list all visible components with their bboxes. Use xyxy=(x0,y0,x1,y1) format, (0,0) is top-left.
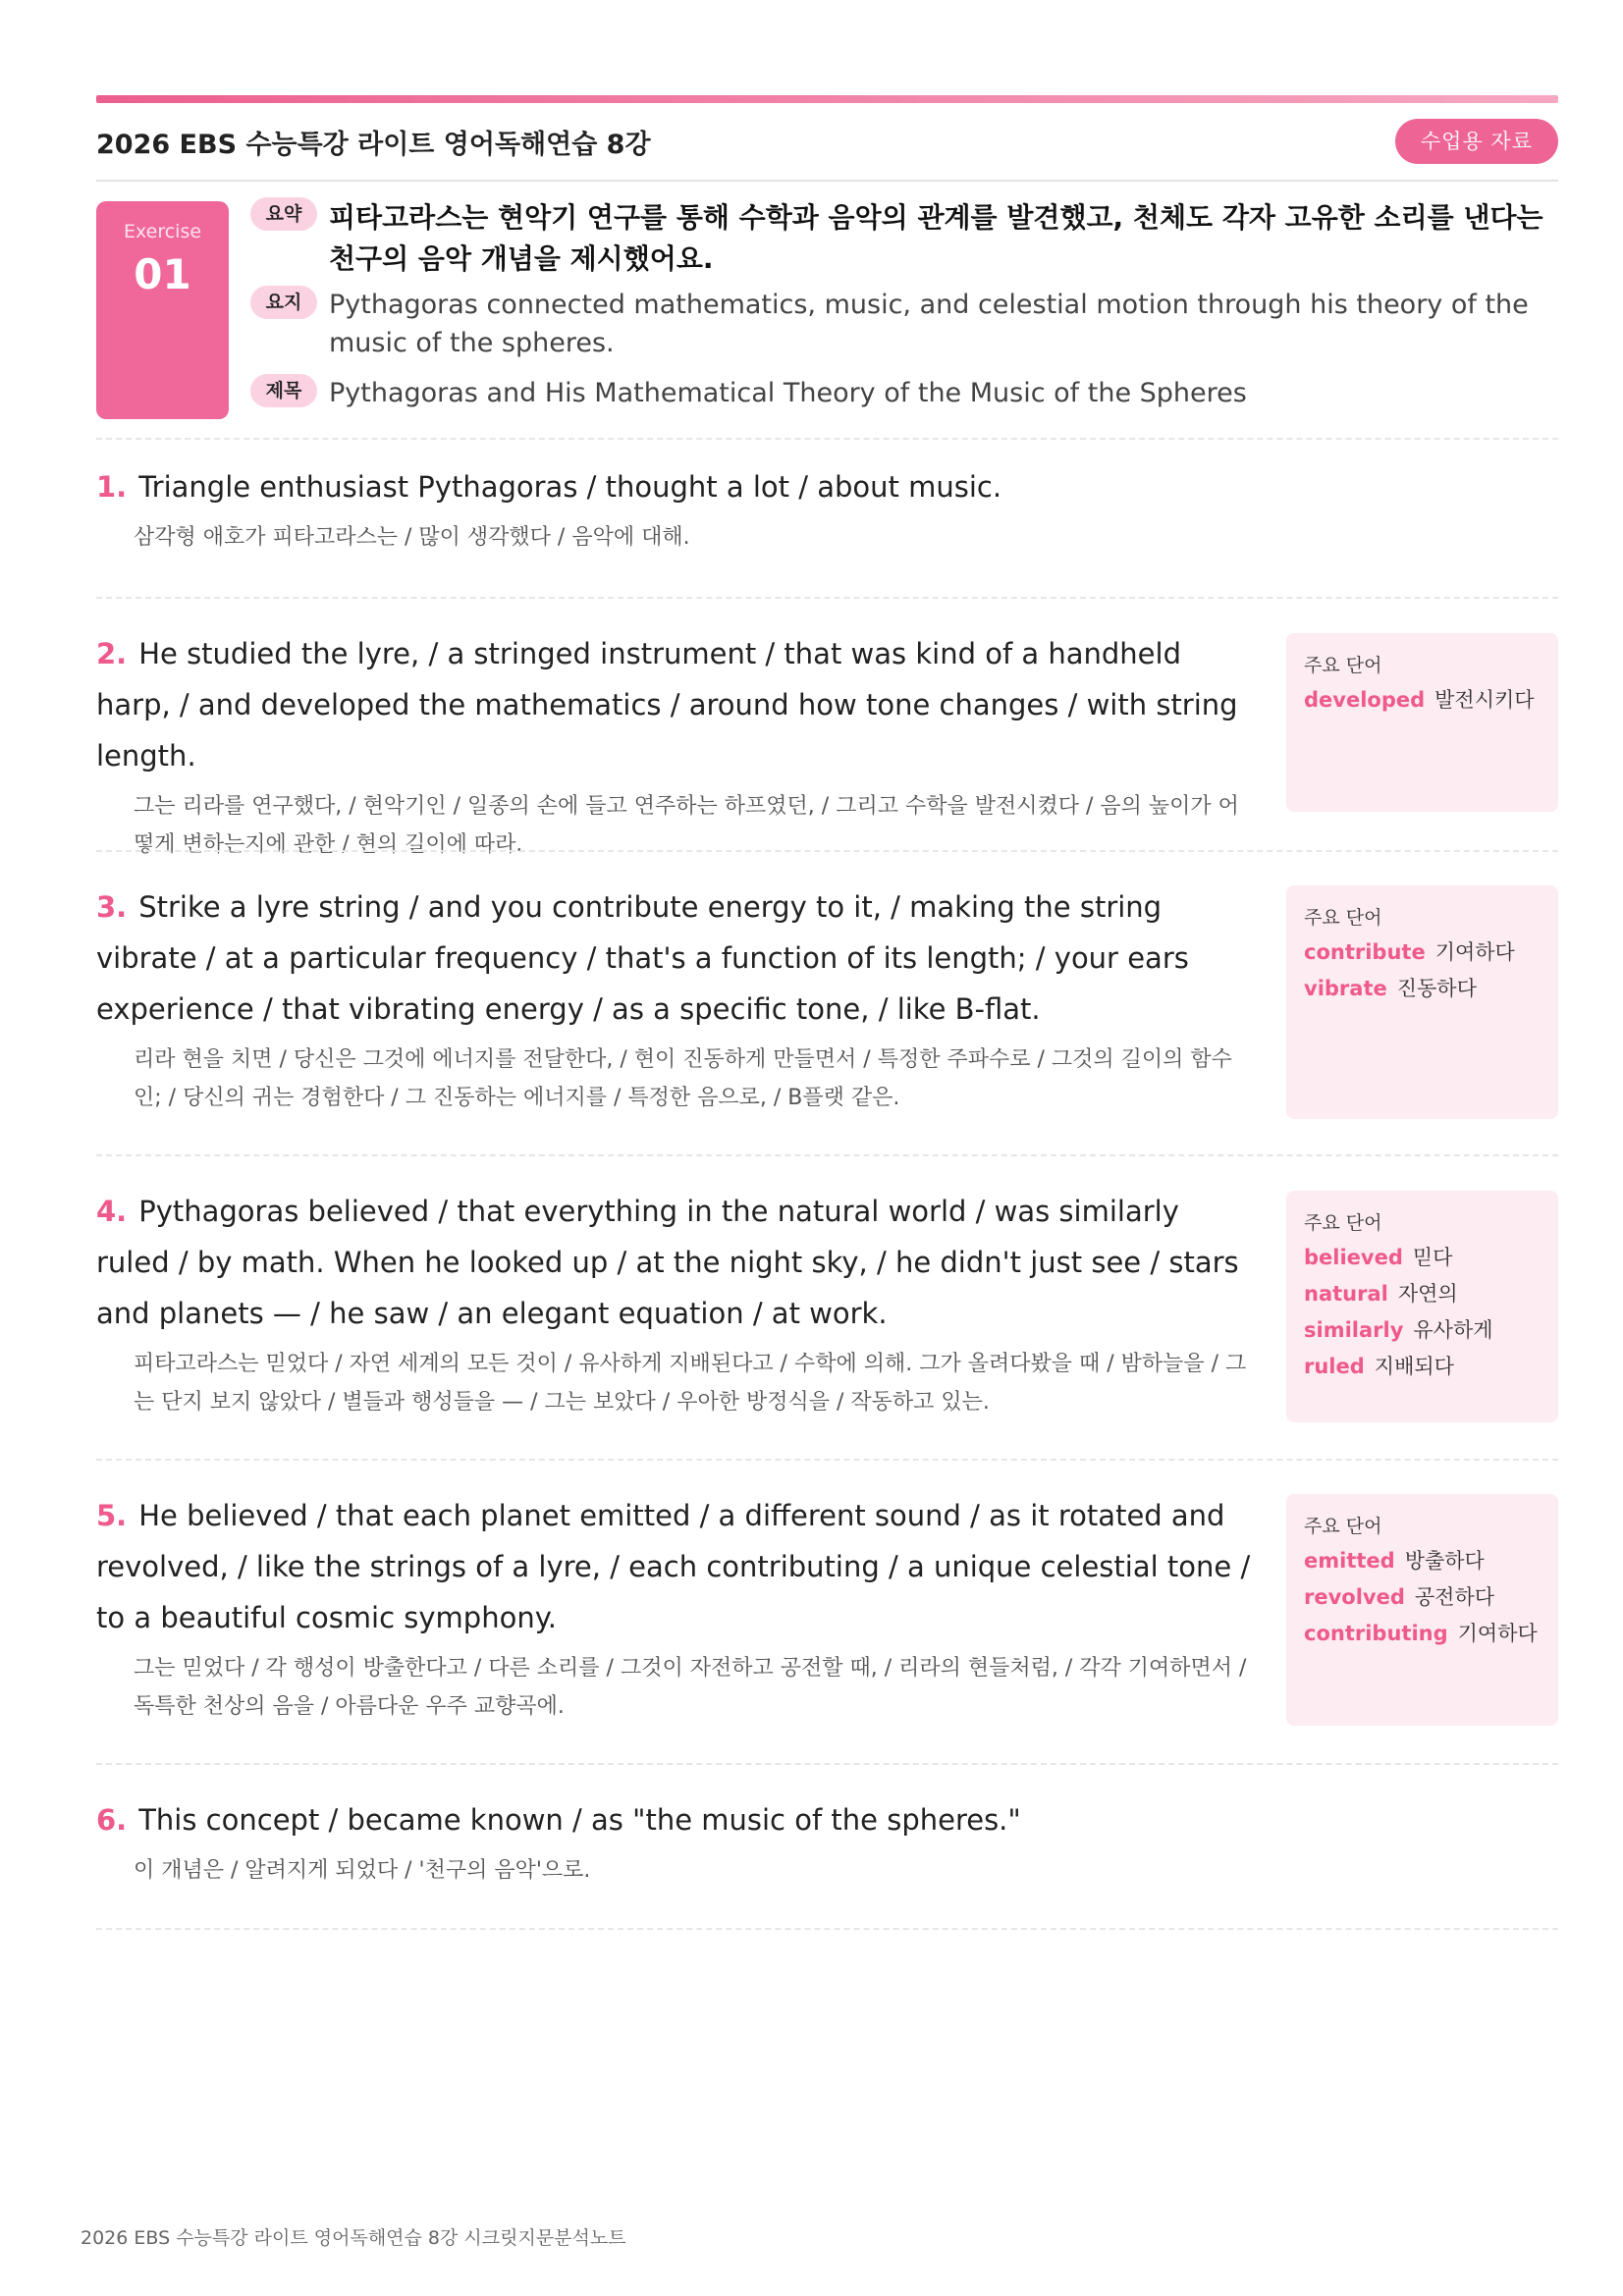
sentence-korean: 그는 리라를 연구했다, / 현악기인 / 일종의 손에 들고 연주하는 하프였던, / 그리고 수학을 발전시켰다 / 음의 높이가 어떻게 변하는지에 관한 / 현의 길이에 따라. xyxy=(134,794,1239,857)
vocab-item xyxy=(1304,975,1558,1002)
yoyak-tag: 요약 xyxy=(250,197,317,231)
vocab-meaning: 기여하다 xyxy=(1457,1622,1538,1645)
vocab-meaning: 발전시키다 xyxy=(1434,688,1535,712)
vocab-meaning: 기여하다 xyxy=(1434,940,1515,964)
sentence-4 xyxy=(96,1186,1255,1421)
vocab-word: contribute xyxy=(1304,940,1426,964)
sentence-number: 6. xyxy=(96,1803,128,1837)
vocab-word: contributing xyxy=(1304,1622,1448,1645)
divider xyxy=(96,1928,1558,1930)
vocab-item xyxy=(1304,938,1558,966)
vocab-word: vibrate xyxy=(1304,977,1387,1000)
jemok-text: Pythagoras and His Mathematical Theory of the Music of the Spheres xyxy=(329,378,1247,408)
exercise-box xyxy=(96,201,229,419)
sentence-number: 1. xyxy=(96,470,128,504)
vocab-title: 주요 단어 xyxy=(1304,1516,1382,1537)
vocab-item xyxy=(1304,1316,1558,1344)
vocab-box-4 xyxy=(1286,1191,1558,1422)
sentence-number: 5. xyxy=(96,1499,128,1532)
sentence-english: He studied the lyre, / a stringed instrument / that was kind of a handheld harp, / and developed the mathematics / around how tone changes / with string length. xyxy=(96,637,1238,773)
sentence-korean: 그는 믿었다 / 각 행성이 방출한다고 / 다른 소리를 / 그것이 자전하고 공전할 때, / 리라의 현들처럼, / 각각 기여하면서 / 독특한 천상의 음을 / 아름다운 우주 교향곡에. xyxy=(134,1656,1247,1719)
top-accent-bar xyxy=(96,95,1558,103)
yoji-text: Pythagoras connected mathematics, music, and celestial motion through his theory of the music of the spheres. xyxy=(329,290,1529,358)
vocab-item xyxy=(1304,1280,1558,1308)
vocab-meaning: 믿다 xyxy=(1412,1246,1453,1269)
sentence-5 xyxy=(96,1490,1255,1726)
sentence-english: Strike a lyre string / and you contribute energy to it, / making the string vibrate / at a particular frequency / that's a function of its length; / your ears experience / that vibrating energy / as a specific tone, / like B-flat. xyxy=(96,890,1189,1026)
vocab-meaning: 방출하다 xyxy=(1404,1549,1485,1573)
divider xyxy=(96,1763,1558,1765)
sentence-2 xyxy=(96,628,1255,864)
vocab-item xyxy=(1304,1583,1558,1611)
sentence-english: He believed / that each planet emitted / a different sound / as it rotated and revolved, / like the strings of a lyre, / each contributing / a unique celestial tone / to a beautiful cosmic symphony. xyxy=(96,1499,1251,1634)
sentence-english: Pythagoras believed / that everything in the natural world / was similarly ruled / by math. When he looked up / at the night sky, / he didn't just see / stars and planets — / he saw / an elegant equation / at work. xyxy=(96,1195,1239,1330)
sentence-number: 2. xyxy=(96,637,128,670)
sentence-number: 4. xyxy=(96,1195,128,1228)
vocab-item xyxy=(1304,1244,1558,1271)
sentence-korean: 삼각형 애호가 피타고라스는 / 많이 생각했다 / 음악에 대해. xyxy=(134,525,690,550)
vocab-box-3 xyxy=(1286,885,1558,1119)
summary-section xyxy=(250,201,1558,413)
divider xyxy=(96,438,1558,440)
vocab-meaning: 진동하다 xyxy=(1396,977,1477,1000)
page-footer: 2026 EBS 수능특강 라이트 영어독해연습 8강 시크릿지문분석노트 xyxy=(81,2227,626,2249)
sentence-korean: 이 개념은 / 알려지게 되었다 / '천구의 음악'으로. xyxy=(134,1858,591,1883)
vocab-box-5 xyxy=(1286,1494,1558,1726)
vocab-word: ruled xyxy=(1304,1355,1365,1378)
vocab-word: natural xyxy=(1304,1282,1388,1306)
summary-row-yoyak xyxy=(250,197,1558,288)
exercise-label: Exercise xyxy=(123,221,202,242)
yoyak-text: 피타고라스는 현악기 연구를 통해 수학과 음악의 관계를 발견했고, 천체도 각자 고유한 소리를 낸다는 천구의 음악 개념을 제시했어요. xyxy=(329,201,1543,275)
page-header xyxy=(96,119,1558,182)
divider xyxy=(96,850,1558,852)
sentence-korean: 리라 현을 치면 / 당신은 그것에 에너지를 전달한다, / 현이 진동하게 만들면서 / 특정한 주파수로 / 그것의 길이의 함수인; / 당신의 귀는 경험한다 / 그 진동하는 에너지를 / 특정한 음으로, / B플랫 같은. xyxy=(134,1047,1232,1110)
vocab-item xyxy=(1304,686,1558,714)
vocab-word: similarly xyxy=(1304,1318,1404,1342)
vocab-title: 주요 단어 xyxy=(1304,907,1382,929)
vocab-word: emitted xyxy=(1304,1549,1395,1573)
divider xyxy=(96,1459,1558,1461)
vocab-word: revolved xyxy=(1304,1585,1405,1609)
divider xyxy=(96,1154,1558,1156)
vocab-meaning: 자연의 xyxy=(1397,1282,1458,1306)
document-title: 2026 EBS 수능특강 라이트 영어독해연습 8강 xyxy=(96,130,651,160)
sentence-1 xyxy=(96,461,1558,557)
vocab-box-2 xyxy=(1286,633,1558,812)
yoji-tag: 요지 xyxy=(250,286,317,319)
vocab-item xyxy=(1304,1547,1558,1575)
vocab-meaning: 공전하다 xyxy=(1414,1585,1495,1609)
sentence-6 xyxy=(96,1794,1558,1890)
vocab-item xyxy=(1304,1353,1558,1380)
divider xyxy=(96,597,1558,599)
sentence-english: Triangle enthusiast Pythagoras / thought a lot / about music. xyxy=(138,470,1002,504)
sentence-number: 3. xyxy=(96,890,128,924)
summary-row-jemok xyxy=(250,374,1558,413)
exercise-number: 01 xyxy=(134,250,191,298)
sentence-english: This concept / became known / as "the music of the spheres." xyxy=(138,1803,1021,1837)
vocab-title: 주요 단어 xyxy=(1304,1212,1382,1234)
jemok-tag: 제목 xyxy=(250,374,317,407)
vocab-meaning: 지배되다 xyxy=(1374,1355,1454,1378)
vocab-word: believed xyxy=(1304,1246,1403,1269)
class-material-badge: 수업용 자료 xyxy=(1395,119,1558,164)
sentence-korean: 피타고라스는 믿었다 / 자연 세계의 모든 것이 / 유사하게 지배된다고 / 수학에 의해. 그가 올려다봤을 때 / 밤하늘을 / 그는 단지 보지 않았다 / 별들과 행성들을 — / 그는 보았다 / 우아한 방정식을 / 작동하고 있는. xyxy=(134,1352,1247,1415)
vocab-meaning: 유사하게 xyxy=(1413,1318,1493,1342)
vocab-word: developed xyxy=(1304,688,1426,712)
summary-row-yoji xyxy=(250,286,1558,376)
vocab-item xyxy=(1304,1620,1558,1647)
vocab-title: 주요 단어 xyxy=(1304,655,1382,676)
sentence-3 xyxy=(96,881,1255,1117)
